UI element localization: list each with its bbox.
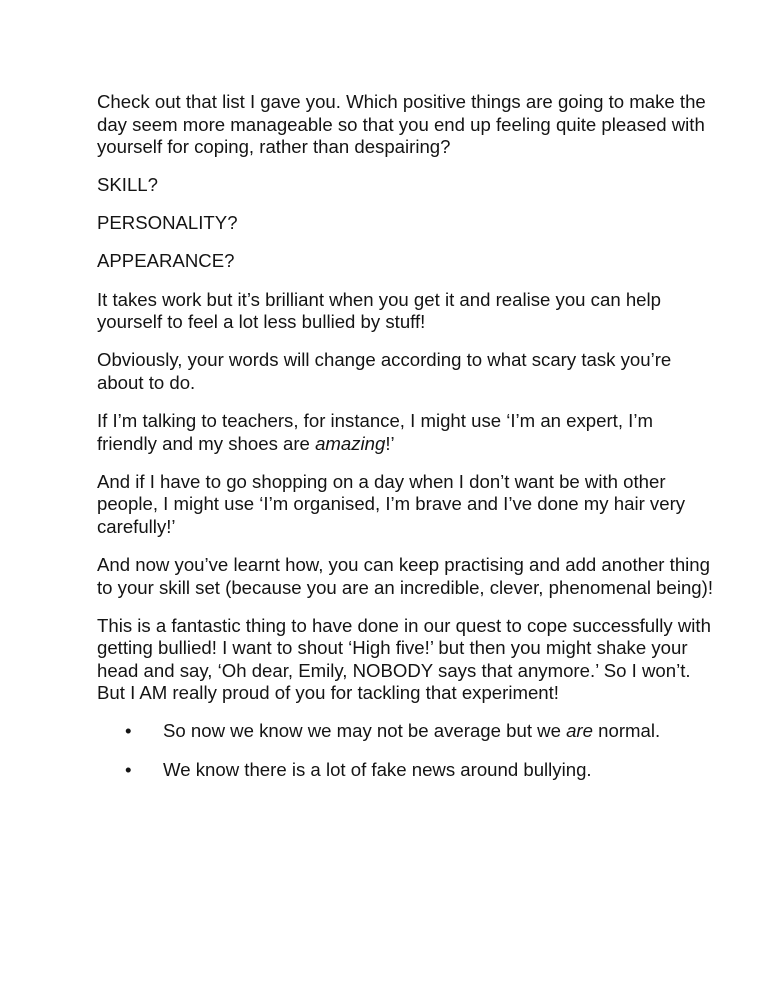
bullet-list <box>97 720 717 781</box>
bullet-text: We know there is a lot of fake news around bullying. <box>163 759 592 781</box>
document-page <box>97 91 717 798</box>
paragraph-takes-work: It takes work but it’s brilliant when you get it and realise you can help yourself to feel a lot less bullied by stuff! <box>97 288 661 333</box>
bullet-text-end: normal. <box>592 720 661 742</box>
emphasis-are: are <box>566 720 593 742</box>
paragraph-appearance: APPEARANCE? <box>97 250 235 272</box>
bullet-text: So now we know we may not be average but we <box>163 720 567 742</box>
bullet-marker: • <box>125 720 132 742</box>
paragraph-fantastic: This is a fantastic thing to have done in our quest to cope successfully with getting bullied! I want to shout ‘High five!’ but then you might shake your head and say, ‘Oh dear, Emily, NOBODY says that anymore.’ So I won’t. But I AM really proud of you for tackling that experiment! <box>97 614 711 704</box>
paragraph-shopping-example: And if I have to go shopping on a day when I don’t want be with other people, I might use ‘I’m organised, I’m brave and I’ve done my hair very carefully!’ <box>97 470 686 537</box>
paragraph-skill: SKILL? <box>97 174 158 196</box>
emphasis-amazing: amazing <box>315 432 386 454</box>
bullet-marker: • <box>125 759 132 781</box>
paragraph-personality: PERSONALITY? <box>97 212 238 234</box>
teachers-text: If I’m talking to teachers, for instance, I might use ‘I’m an expert, I’m friendly and my shoes are <box>97 409 653 454</box>
list-item <box>97 759 717 782</box>
teachers-text-end: !’ <box>385 432 395 454</box>
paragraph-list-question: Check out that list I gave you. Which positive things are going to make the day seem more manageable so that you end up feeling quite pleased with yourself for coping, rather than despairing? <box>97 91 706 158</box>
paragraph-skill-set: And now you’ve learnt how, you can keep practising and add another thing to your skill set (because you are an incredible, clever, phenomenal being)! <box>97 553 714 598</box>
list-item <box>97 720 717 743</box>
paragraph-words-change: Obviously, your words will change according to what scary task you’re about to do. <box>97 349 672 393</box>
paragraph-teachers-example <box>97 410 717 455</box>
